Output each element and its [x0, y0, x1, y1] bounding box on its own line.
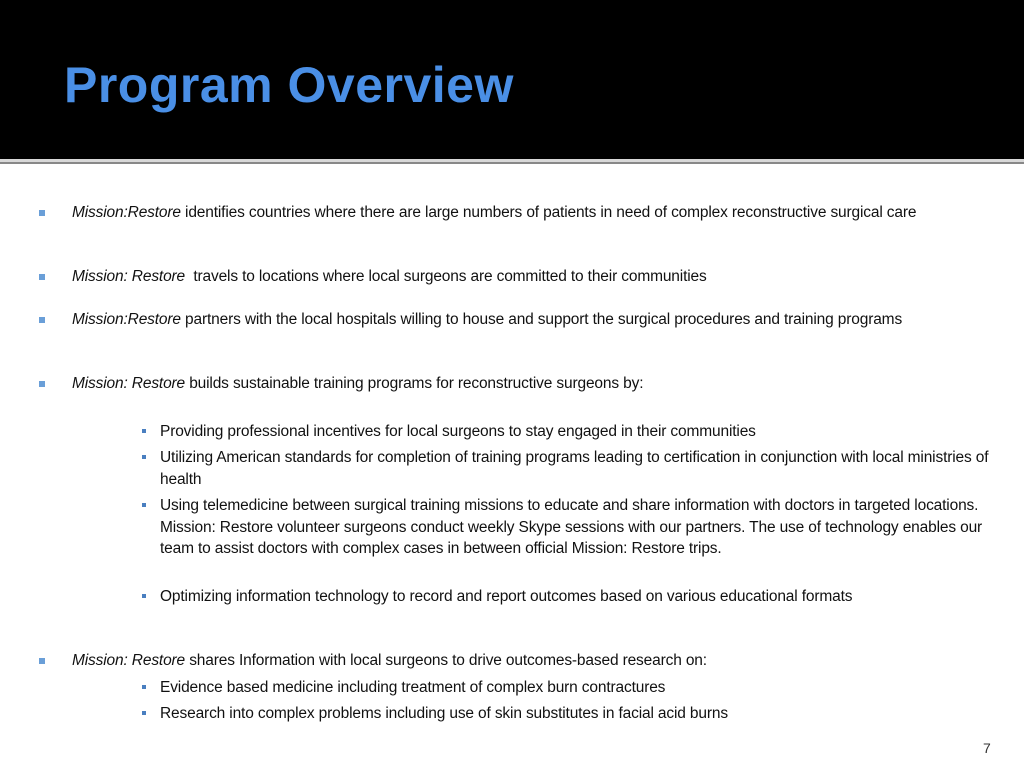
sub-bullet-item	[160, 421, 1005, 443]
title-bar	[0, 0, 1024, 159]
sub-bullet-marker-icon	[142, 429, 146, 433]
sub-bullet-text: Research into complex problems including use of skin substitutes in facial acid burns	[160, 705, 728, 722]
bullet-marker-icon	[39, 317, 45, 323]
sub-bullet-text: Evidence based medicine including treatment of complex burn contractures	[160, 679, 666, 696]
bullet-text: travels to locations where local surgeons are committed to their communities	[185, 268, 707, 285]
bullet-marker-icon	[39, 658, 45, 664]
sub-bullet-item	[160, 447, 1005, 490]
bullet-item	[72, 202, 1007, 224]
bullet-item	[72, 309, 1007, 331]
sub-bullet-item	[160, 703, 1005, 725]
sub-bullet-marker-icon	[142, 711, 146, 715]
sub-bullet-text: Optimizing information technology to record and report outcomes based on various educational formats	[160, 588, 853, 605]
bullet-emphasis: Mission:Restore	[72, 204, 181, 221]
sub-bullet-marker-icon	[142, 594, 146, 598]
sub-bullet-text: Utilizing American standards for completion of training programs leading to certification in conjunction with local ministries of health	[160, 449, 989, 488]
bullet-emphasis: Mission: Restore	[72, 268, 186, 285]
bullet-emphasis: Mission: Restore	[72, 652, 186, 669]
bullet-emphasis: Mission: Restore	[72, 375, 186, 392]
sub-bullet-text: Providing professional incentives for local surgeons to stay engaged in their communities	[160, 423, 756, 440]
bullet-text: identifies countries where there are large numbers of patients in need of complex reconstructive surgical care	[180, 204, 917, 221]
bullet-text: shares Information with local surgeons to drive outcomes-based research on:	[185, 652, 707, 669]
divider-shadow	[0, 162, 1024, 164]
bullet-item	[72, 266, 1007, 288]
bullet-item	[72, 373, 1007, 395]
slide-title: Program Overview	[64, 57, 514, 113]
sub-bullet-marker-icon	[142, 503, 146, 507]
sub-bullet-item	[160, 586, 1005, 608]
bullet-text: builds sustainable training programs for reconstructive surgeons by:	[185, 375, 644, 392]
sub-bullet-item	[160, 495, 1005, 560]
bullet-text: partners with the local hospitals willing to house and support the surgical procedures and training programs	[180, 311, 903, 328]
sub-bullet-item	[160, 677, 1005, 699]
sub-bullet-marker-icon	[142, 455, 146, 459]
sub-bullet-marker-icon	[142, 685, 146, 689]
bullet-item	[72, 650, 1007, 672]
sub-bullet-text: Using telemedicine between surgical training missions to educate and share information with doctors in targeted locations. Mission: Restore volunteer surgeons conduct weekly Skype sessions with our partners. The use of technology enables our team to assist doctors with complex cases in between official Mission: Restore trips.	[160, 497, 983, 557]
bullet-marker-icon	[39, 274, 45, 280]
bullet-marker-icon	[39, 210, 45, 216]
bullet-marker-icon	[39, 381, 45, 387]
page-number: 7	[983, 740, 991, 756]
bullet-emphasis: Mission:Restore	[72, 311, 181, 328]
